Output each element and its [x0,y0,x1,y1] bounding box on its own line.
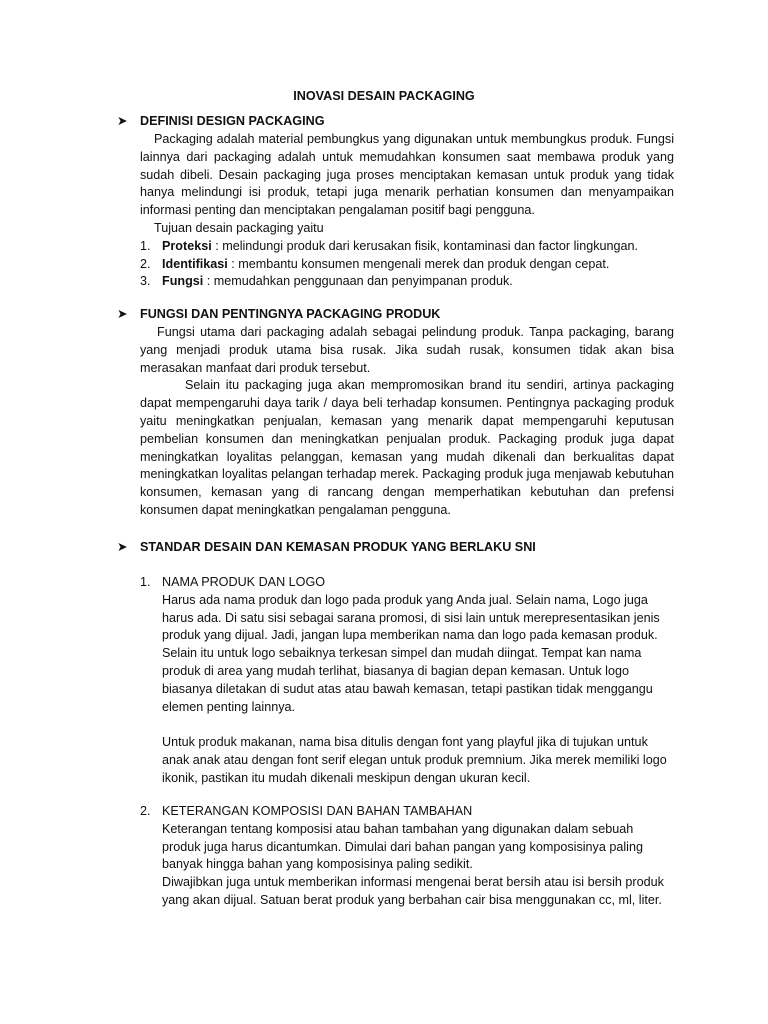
list-item: 3. Fungsi : memudahkan penggunaan dan penyimpanan produk. [140,274,513,289]
subsection-nama-produk [0,574,768,788]
paragraph: Selain itu packaging juga akan mempromosikan brand itu sendiri, artinya packaging dapat mempengaruhi daya tarik / daya beli terhadap konsumen. Pentingnya packaging produk yaitu meningkatkan penjualan, kemasan yang menarik dapat mempengaruhi keputusan pembelian konsumen dan meningkatkan penjualan produk. Packaging produk juga dapat meningkatkan loyalitas pelanggan, kemasan yang mudah dikenali dan berkualitas dapat meningkatkan loyalitas pelangan terhadap merek. Packaging produk juga menjawab kebutuhan konsumen, kemasan yang di rancang dengan memperhatikan kebutuhan dan prefensi konsumen dapat meningkatkan pengalaman pengguna. [140,378,674,517]
list-item: 2. Identifikasi : membantu konsumen mengenali merek dan produk dengan cepat. [140,256,610,271]
section-standar [0,539,768,557]
page-title: INOVASI DESAIN PACKAGING [293,89,475,103]
arrow-bullet-icon: ➤ [117,307,128,321]
arrow-bullet-icon: ➤ [117,540,128,554]
paragraph: Diwajibkan juga untuk memberikan informasi mengenai berat bersih atau isi bersih produk yang akan dijual. Satuan berat produk yang berbahan cair bisa menggunakan cc, ml, liter. [162,875,664,907]
subsection-komposisi [0,803,768,910]
section-fungsi [0,306,768,520]
section-definisi [0,113,768,291]
list-intro: Tujuan desain packaging yaitu [154,220,324,235]
section-heading: ➤ STANDAR DESAIN DAN KEMASAN PRODUK YANG BERLAKU SNI [0,539,768,557]
arrow-bullet-icon: ➤ [117,114,128,128]
paragraph: Harus ada nama produk dan logo pada produk yang Anda jual. Selain nama, Logo juga harus ada. Di satu sisi sebagai sarana promosi, di sisi lain untuk merepresentasikan jenis produk yang dijual. Jadi, jangan lupa memberikan nama dan logo pada kemasan produk. Selain itu untuk logo sebaiknya terkesan simpel dan mudah diingat. Tempat kan nama produk di area yang mudah terlihat, biasanya di bagian depan kemasan. Untuk logo biasanya diletakan di sudut atas atau bawah kemasan, tetapi pastikan tidak menggangu elemen penting lainnya. [162,592,660,714]
paragraph: Fungsi utama dari packaging adalah sebagai pelindung produk. Tanpa packaging, barang yang menjadi produk utama bisa rusak. Jika sudah rusak, konsumen tidak akan bisa merasakan manfaat dari produk tersebut. [140,325,674,375]
paragraph: Keterangan tentang komposisi atau bahan tambahan yang digunakan dalam sebuah produk juga harus dicantumkan. Dimulai dari bahan pangan yang komposisinya paling banyak hingga bahan yang komposisinya paling sedikit. [162,821,643,872]
subsection-title: 1. NAMA PRODUK DAN LOGO [140,575,326,589]
subsection-title: 2. KETERANGAN KOMPOSISI DAN BAHAN TAMBAHAN [140,804,473,818]
paragraph: Untuk produk makanan, nama bisa ditulis dengan font yang playful jika di tujukan untuk anak anak atau dengan font serif elegan untuk produk premnium. Jika merek memiliki logo ikonik, pastikan itu mudah dikenali meskipun dengan ukuran kecil. [162,735,667,785]
section-heading: ➤ FUNGSI DAN PENTINGNYA PACKAGING PRODUK [0,306,768,324]
section-heading: ➤ DEFINISI DESIGN PACKAGING [0,113,768,131]
list-item: 1. Proteksi : melindungi produk dari kerusakan fisik, kontaminasi dan factor lingkungan. [140,238,639,253]
paragraph: Packaging adalah material pembungkus yang digunakan untuk membungkus produk. Fungsi lainnya dari packaging adalah untuk memudahkan konsumen saat membawa produk yang sudah dibeli. Desain packaging juga proses menciptakan kemasan untuk produk yang tidak hanya melindungi isi produk, tetapi juga menarik perhatian konsumen dan menyampaikan informasi penting dan menciptakan pengalaman positif bagi pengguna. [140,132,674,218]
